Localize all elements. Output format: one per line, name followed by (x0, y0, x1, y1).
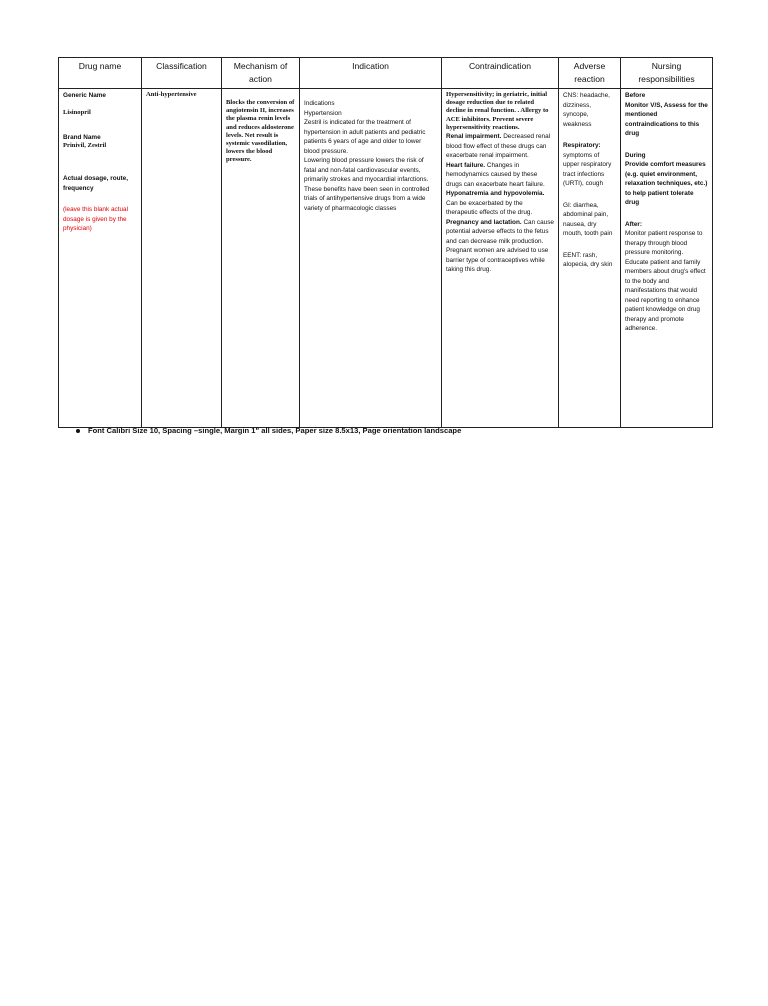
heart-label: Heart failure. (446, 161, 486, 169)
header-indication: Indication (300, 58, 442, 89)
contraindication-hypo (446, 189, 554, 218)
dosage-label: Actual dosage, route, frequency (63, 175, 128, 192)
adverse-gi: GI: diarrhea, abdominal pain, nausea, dry mouth, tooth pain (563, 201, 613, 237)
indication-sub: Hypertension (304, 109, 342, 117)
renal-text: Decreased renal blood flow effect of these drugs can exacerbate renal impairment. (446, 133, 551, 160)
contraindication-renal (446, 132, 554, 161)
format-note (76, 426, 461, 435)
nursing-before-label: Before (625, 92, 646, 99)
hypo-label: Hyponatremia and hypovolemia. (446, 190, 545, 198)
header-mechanism: Mechanism of action (222, 58, 300, 89)
brand-name-label: Brand Name (63, 133, 101, 141)
header-row (59, 58, 713, 89)
nursing-before-text: Monitor V/S, Assess for the mentioned contraindications to this drug (625, 101, 708, 137)
adverse-respiratory-label: Respiratory: (563, 142, 601, 149)
nursing-after-2: Educate patient and family members about drug's effect to the body and manifestations that would need reporting to enhance patient knowledge on drug therapy and promote adherence. (625, 258, 706, 332)
format-note-text: Font Calibri Size 10, Spacing –single, Margin 1" all sides, Paper size 8.5x13, Page orientation landscape (88, 426, 462, 435)
adverse-respiratory-text: symptoms of upper respiratory tract infections (URTI), cough (563, 151, 612, 187)
nursing-during-label: During (625, 151, 646, 159)
header-classification: Classification (142, 58, 222, 89)
brand-name-value: Prinivil, Zestril (63, 142, 107, 150)
renal-label: Renal impairment. (446, 133, 502, 141)
contraindication-pregnancy (446, 218, 554, 275)
contraindication-hypersensitivity: Hypersensitivity; in geriatric, initial dosage reduction due to related decline in renal function. . Allergy to ACE inhibitors. Prevent severe hypersensitivity reactions. (446, 91, 549, 131)
header-drug-name: Drug name (59, 58, 142, 89)
nursing-after-1: Monitor patient response to therapy through blood pressure monitoring. (625, 230, 703, 256)
indication-paragraph-2: Lowering blood pressure lowers the risk of fatal and non-fatal cardiovascular events, primarily strokes and myocardial infarctions. These benefits have been seen in controlled trials of antihypertensive drugs from a wide variety of pharmacologic classes (304, 157, 430, 212)
generic-name-value: Lisinopril (63, 108, 91, 116)
indication-cell (300, 89, 442, 428)
nursing-during-text: Provide comfort measures (e.g. quiet environment, relaxation techniques, etc.) to help patient tolerate drug (625, 161, 708, 206)
dosage-note: (leave this blank actual dosage is given by the physician) (63, 206, 129, 233)
drug-study-table (58, 57, 713, 428)
drug-name-cell (59, 89, 142, 428)
nursing-cell (621, 89, 713, 428)
indication-heading: Indications (304, 100, 335, 107)
bullet-icon (76, 429, 80, 433)
mechanism-cell (222, 89, 300, 428)
generic-name-label: Generic Name (63, 92, 106, 99)
mechanism-text: Blocks the conversion of angiotensin II, increases the plasma renin levels and reduces aldosterone levels. Net result is systemic vasodilation, lowers the blood pressure. (226, 99, 295, 164)
adverse-eent: EENT: rash, alopecia, dry skin (563, 251, 613, 268)
indication-paragraph-1: Zestril is indicated for the treatment of hypertension in adult patients and pediatric patients 6 years of age and older to lower blood pressure. (304, 119, 426, 155)
contraindication-cell (442, 89, 559, 428)
pregnancy-text: Can cause potential adverse effects to the fetus and can decrease milk production. Pregnant women are advised to use barrier type of contraceptives while taking this drug. (446, 218, 554, 274)
classification-cell (142, 89, 222, 428)
heart-text: Changes in hemodynamics caused by these drugs can exacerbate heart failure. (446, 161, 545, 188)
header-adverse-reaction: Adverse reaction (559, 58, 621, 89)
nursing-after-label: After: (625, 220, 643, 228)
classification-value: Anti-hypertensive (146, 91, 197, 98)
adverse-reaction-cell (559, 89, 621, 428)
contraindication-heart (446, 161, 554, 190)
hypo-text: Can be exacerbated by the therapeutic effects of the drug. (446, 199, 533, 217)
header-nursing: Nursing responsibilities (621, 58, 713, 89)
header-contraindication: Contraindication (442, 58, 559, 89)
pregnancy-label: Pregnancy and lactation. (446, 218, 522, 226)
table-row (59, 89, 713, 428)
adverse-cns: CNS: headache, dizziness, syncope, weakness (563, 92, 610, 128)
